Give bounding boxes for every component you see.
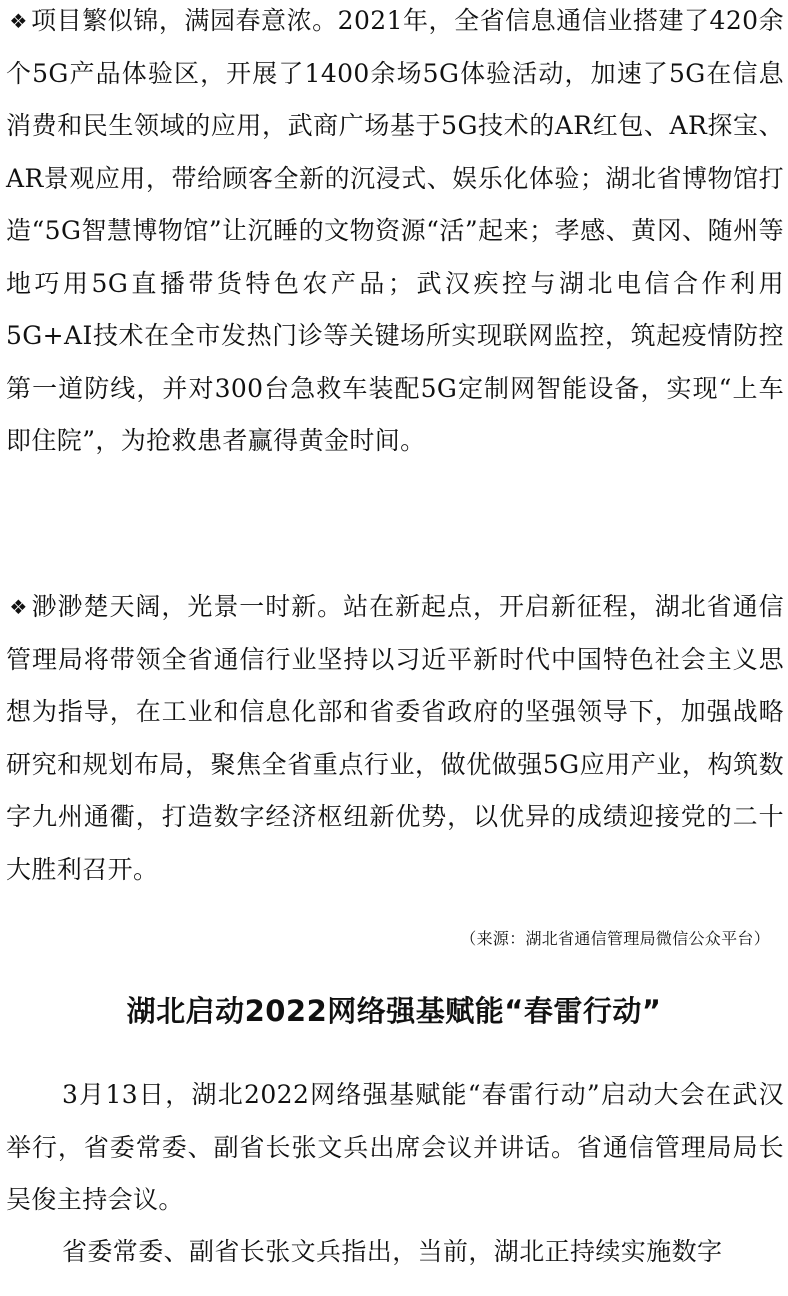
diamond-bullet-icon: ❖ (9, 595, 28, 619)
source-attribution: （来源：湖北省通信管理局微信公众平台） (460, 929, 770, 948)
article2-headline: 湖北启动2022网络强基赋能“春雷行动” (126, 994, 662, 1028)
article2-paragraph-2 (6, 1226, 784, 1279)
article2-paragraph-1-text: 3月13日，湖北2022网络强基赋能“春雷行动”启动大会在武汉举行，省委常委、副省长张文兵出席会议并讲话。省通信管理局局长吴俊主持会议。 (6, 1080, 784, 1214)
article1-paragraph-2 (6, 581, 784, 896)
article1-paragraph-2-text: 渺渺楚天阔，光景一时新。站在新起点，开启新征程，湖北省通信管理局将带领全省通信行业坚持以习近平新时代中国特色社会主义思想为指导，在工业和信息化部和省委省政府的坚强领导下，加强战略研究和规划布局，聚焦全省重点行业，做优做强5G应用产业，构筑数字九州通衢，打造数字经济枢纽新优势，以优异的成绩迎接党的二十大胜利召开。 (6, 592, 784, 884)
article2-paragraph-2-text: 省委常委、副省长张文兵指出，当前，湖北正持续实施数字 (62, 1237, 723, 1266)
article1-paragraph-1 (6, 0, 784, 468)
article1-paragraph-1-text: 项目繁似锦，满园春意浓。2021年，全省信息通信业搭建了420余个5G产品体验区，开展了1400余场5G体验活动，加速了5G在信息消费和民生领域的应用，武商广场基于5G技术的AR红包、AR探宝、AR景观应用，带给顾客全新的沉浸式、娱乐化体验；湖北省博物馆打造“5G智慧博物馆”让沉睡的文物资源“活”起来；孝感、黄冈、随州等地巧用5G直播带货特色农产品；武汉疾控与湖北电信合作利用5G+AI技术在全市发热门诊等关键场所实现联网监控，筑起疫情防控第一道防线，并对300台急救车装配5G定制网智能设备，实现“上车即住院”，为抢救患者赢得黄金时间。 (6, 6, 784, 455)
diamond-bullet-icon: ❖ (9, 9, 28, 33)
article2-paragraph-1 (6, 1069, 784, 1227)
